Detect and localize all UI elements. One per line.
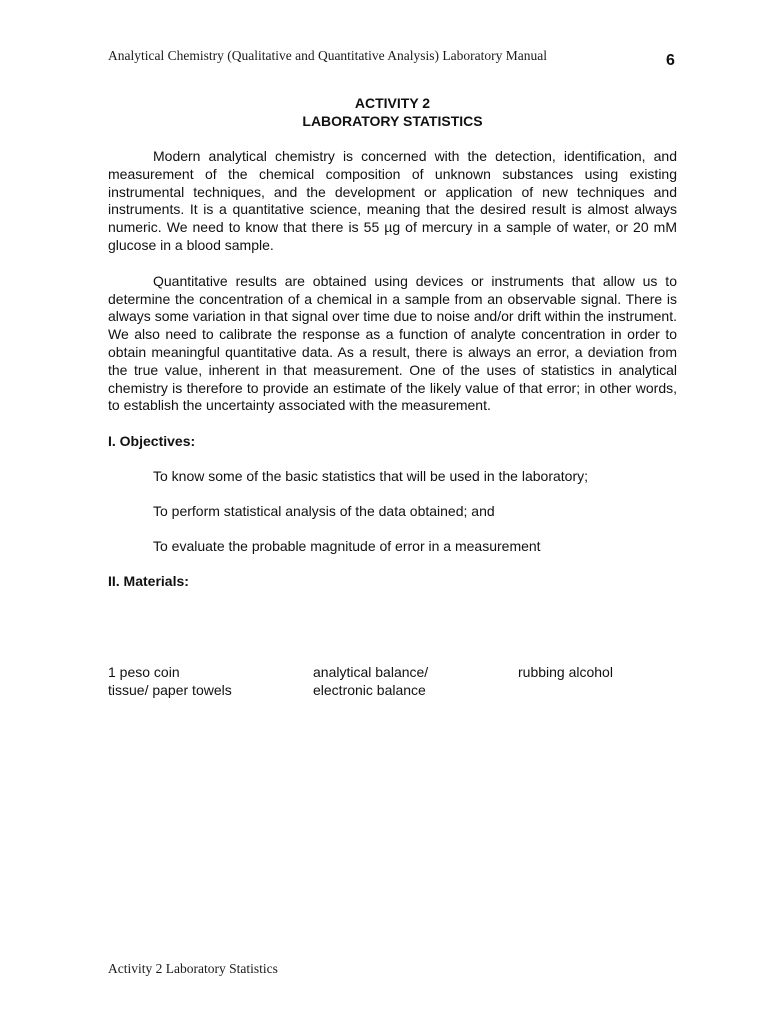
activity-number: ACTIVITY 2 <box>354 95 431 111</box>
intro-paragraph-1: Modern analytical chemistry is concerned with the detection, identification, and measurement of the chemical composition of unknown substances using existing instrumental techniques, and the development or application of new techniques and instruments. It is a quantitative science, meaning that the desired result is almost always numeric. We need to know that there is 55 µg of mercury in a sample of water, or 20 mM glucose in a blood sample. <box>108 148 677 253</box>
materials-heading: II. Materials: <box>108 573 189 590</box>
material-item: rubbing alcohol <box>518 664 613 680</box>
material-item: tissue/ paper towels <box>108 681 232 698</box>
manual-header-title: Analytical Chemistry (Qualitative and Quantitative Analysis) Laboratory Manual <box>108 48 548 63</box>
page-content <box>108 94 677 591</box>
material-item: electronic balance <box>313 681 426 698</box>
objectives-heading: I. Objectives: <box>108 433 196 450</box>
material-item: 1 peso coin <box>108 664 180 680</box>
intro-paragraph-2: Quantitative results are obtained using devices or instruments that allow us to determine the concentration of a chemical in a sample from an observable signal. There is always some variation in that signal over time due to noise and/or drift within the instrument. We also need to calibrate the response as a function of analyte concentration in order to obtain meaningful quantitative data. As a result, there is always an error, a deviation from the true value, inherent in that measurement. One of the uses of statistics in analytical chemistry is therefore to provide an estimate of the likely value of that error; in other words, to establish the uncertainty associated with the measurement. <box>108 272 677 414</box>
activity-title: LABORATORY STATISTICS <box>302 113 483 129</box>
materials-column <box>108 664 232 700</box>
page-number: 6 <box>666 52 675 69</box>
objective-item: To perform statistical analysis of the data obtained; and <box>153 502 495 519</box>
materials-column <box>518 664 613 682</box>
material-item: analytical balance/ <box>313 664 429 680</box>
page-footer: Activity 2 Laboratory Statistics <box>108 961 278 976</box>
materials-column <box>313 664 428 700</box>
objective-item: To evaluate the probable magnitude of error in a measurement <box>153 537 541 554</box>
objective-item: To know some of the basic statistics that will be used in the laboratory; <box>153 467 588 484</box>
